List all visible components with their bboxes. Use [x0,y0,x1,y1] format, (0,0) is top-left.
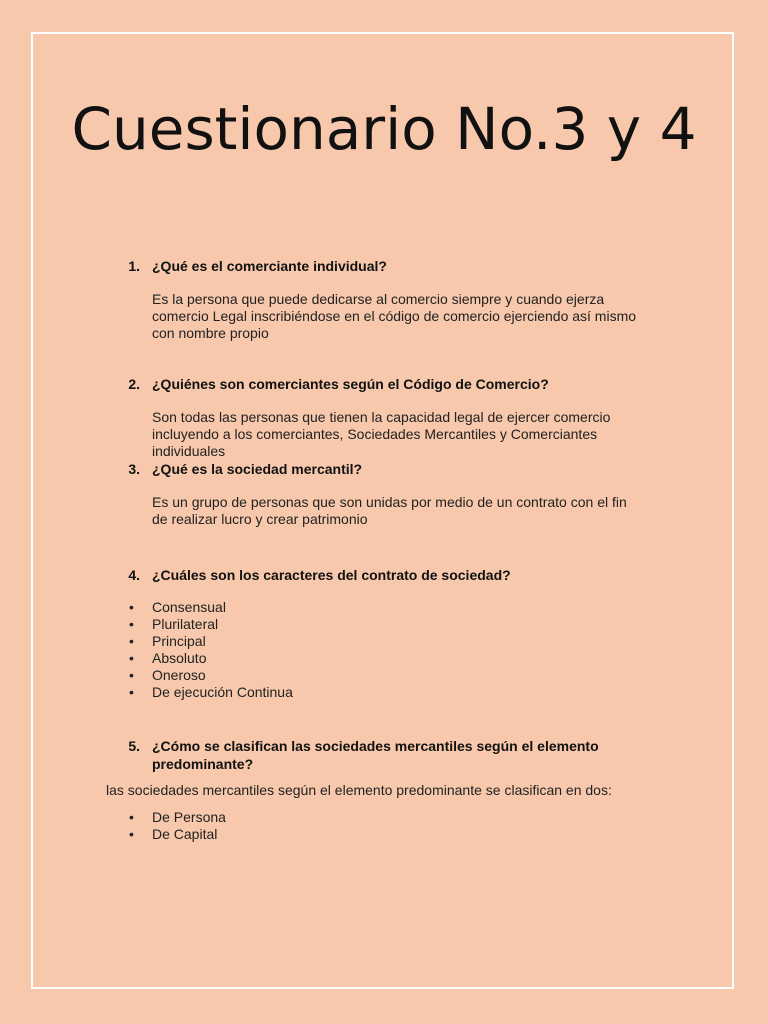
answer-2: Son todas las personas que tienen la capacidad legal de ejercer comercio incluyendo a los comerciantes, Sociedades Mercantiles y Comerciantes individuales [152,409,611,459]
question-number: 5. [128,738,140,754]
question-2: ¿Quiénes son comerciantes según el Código de Comercio? [152,376,549,392]
page-title: Cuestionario No.3 y 4 [71,95,697,163]
question-number: 4. [128,567,140,583]
answer-5-intro: las sociedades mercantiles según el elemento predominante se clasifican en dos: [106,782,612,798]
answer-1: Es la persona que puede dedicarse al comercio siempre y cuando ejerza comercio Legal inscribiéndose en el código de comercio ejerciendo así mismo con nombre propio [152,291,637,341]
question-number: 1. [128,258,140,274]
list-item: • Oneroso [152,667,293,684]
question-4: ¿Cuáles son los caracteres del contrato de sociedad? [152,567,511,583]
question-number: 3. [128,461,140,477]
answer-3: Es un grupo de personas que son unidas por medio de un contrato con el fin de realizar lucro y crear patrimonio [152,494,627,527]
question-number: 2. [128,376,140,392]
classification-list [152,809,226,843]
list-item: • Plurilateral [152,616,293,633]
question-3: ¿Qué es la sociedad mercantil? [152,461,363,477]
question-1: ¿Qué es el comerciante individual? [152,258,387,274]
characteristics-list [152,599,293,701]
list-item: • Principal [152,633,293,650]
list-item: • De ejecución Continua [152,684,293,701]
list-item: • De Persona [152,809,226,826]
list-item: • Consensual [152,599,293,616]
list-item: • De Capital [152,826,226,843]
question-5: ¿Cómo se clasifican las sociedades mercantiles según el elemento predominante? [152,738,599,772]
list-item: • Absoluto [152,650,293,667]
